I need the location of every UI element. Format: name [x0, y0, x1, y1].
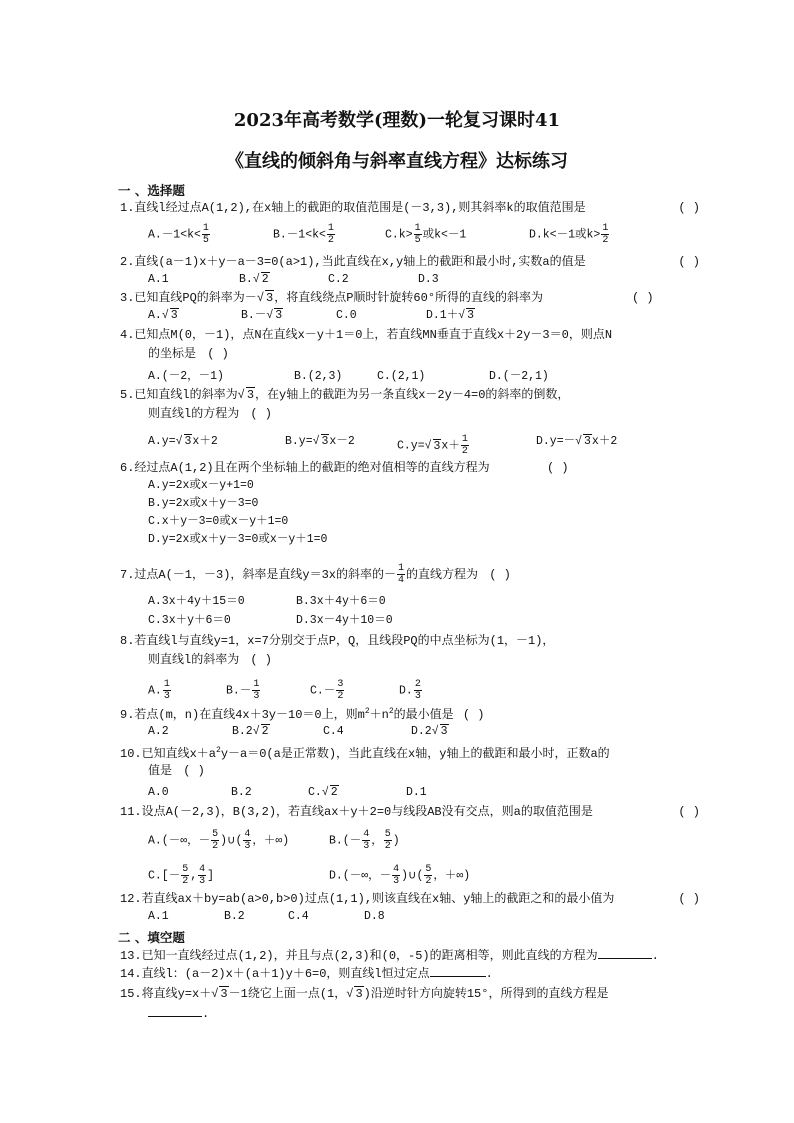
option-a: A.2 — [148, 725, 169, 738]
answer-paren: ( ) — [207, 347, 229, 361]
option-d: D.(－2,1) — [489, 370, 549, 383]
question-9-stem: 9.若点(m，n)在直线4x＋3y－10＝0上，则$m^2+n^2$的最小值是 — [120, 707, 454, 722]
option-d: D.y=－√ 3x＋2 — [536, 435, 618, 448]
question-9 — [120, 704, 700, 723]
option-c: C.4 — [288, 910, 309, 923]
answer-blank[interactable] — [148, 1016, 202, 1017]
option-b: B.y=√ 3x－2 — [285, 435, 355, 448]
option-b: B.(2,3) — [294, 370, 343, 383]
question-12 — [120, 891, 700, 907]
option-b: B.2√ 2 — [232, 725, 269, 738]
answer-paren: ( ) — [250, 653, 273, 667]
question-10 — [120, 743, 700, 762]
period: . — [485, 967, 493, 981]
question-3-stem: 3.已知直线PQ的斜率为－√ 3，将直线绕点P顺时针旋转60°所得的直线的斜率为 — [120, 291, 544, 305]
option-d: D.k<－1或k> $\frac{1}{2}$ — [529, 223, 609, 246]
question-12-stem: 12.若直线ax＋by=ab(a>0,b>0)过点(1,1),则该直线在x轴、y轴上的截距之和的最小值为 — [120, 892, 615, 906]
option-a: A.－1<k< $\frac{1}{5}$ — [148, 223, 209, 246]
option-d: D.y=2x或x＋y－3=0或x－y＋1=0 — [148, 533, 328, 546]
option-b: B.(－ $\frac{4}{3}$ ， $\frac{5}{2}$ ) — [329, 829, 400, 852]
option-d: D. $\frac{2}{3}$ — [399, 679, 421, 702]
question-15 — [120, 986, 700, 1002]
question-4-stem-line2: 的坐标是 — [148, 347, 197, 361]
section-fill-header: 二 、填空题 — [118, 930, 185, 945]
option-d: D.8 — [364, 910, 385, 923]
question-13-stem: 13.已知一直线经过点(1,2)，并且与点(2,3)和(0，-5)的距离相等，则此直线的方程为 — [120, 949, 598, 963]
option-d: D.1 — [406, 786, 427, 799]
option-d: D.(－∞，－ $\frac{4}{3}$ )∪( $\frac{5}{2}$ ，＋∞) — [329, 864, 471, 887]
answer-blank[interactable] — [598, 958, 652, 959]
question-15-line2 — [148, 1006, 209, 1022]
option-c: C.－ $\frac{3}{2}$ — [310, 679, 344, 702]
answer-paren: ( ) — [489, 567, 511, 582]
question-1 — [120, 200, 700, 216]
option-a: A.1 — [148, 910, 169, 923]
option-a: A. $\frac{1}{3}$ — [148, 679, 170, 702]
option-c: C.k> $\frac{1}{5}$ 或k<－1 — [385, 223, 467, 246]
question-11 — [120, 804, 700, 820]
option-c: C.3x＋y＋6＝0 — [148, 614, 231, 627]
answer-paren: ( ) — [462, 708, 485, 722]
question-8-stem-line2: 则直线l的斜率为 — [148, 653, 240, 667]
option-c: C.0 — [336, 309, 357, 322]
question-13 — [120, 948, 700, 964]
option-a: A.y=√ 3x＋2 — [148, 435, 218, 448]
option-a: A.y=2x或x－y+1=0 — [148, 479, 254, 492]
answer-paren: ( ) — [678, 201, 700, 215]
section-choice-header: 一 、选择题 — [118, 183, 185, 198]
question-1-stem: 1.直线l经过点A(1,2),在x轴上的截距的取值范围是(－3,3),则其斜率k的取值范围是 — [120, 201, 586, 215]
question-10-stem-line1: 10.已知直线$x+a^2y-a=0(a$是正常数)，当此直线在x轴，y轴上的截距和最小时，正数a的 — [120, 746, 610, 761]
question-8-stem-line1: 8.若直线l与直线y=1，x=7分别交于点P，Q，且线段PQ的中点坐标为(1，－1)， — [120, 634, 555, 648]
period: . — [651, 949, 659, 963]
question-2-stem: 2.直线(a－1)x＋y－a－3=0(a>1),当此直线在x,y轴上的截距和最小时,实数a的值是 — [120, 255, 586, 269]
option-d: D.1＋√ 3 — [426, 309, 475, 322]
question-4 — [120, 327, 700, 343]
question-8-line2 — [148, 652, 448, 668]
period: . — [202, 1007, 210, 1021]
option-d: D.2√ 3 — [411, 725, 448, 738]
title-line-1: 2023年高考数学(理数)一轮复习课时41 — [233, 110, 561, 131]
question-7 — [120, 563, 700, 586]
option-c: C.x＋y－3=0或x－y＋1=0 — [148, 515, 289, 528]
answer-paren: ( ) — [250, 407, 273, 421]
option-a: A.1 — [148, 273, 169, 286]
question-4-line2 — [148, 346, 448, 362]
question-11-stem: 11.设点A(－2,3)，B(3,2)，若直线ax＋y＋2=0与线段AB没有交点，则a的取值范围是 — [120, 805, 593, 819]
option-b: B.3x＋4y＋6＝0 — [296, 595, 386, 608]
option-b: B.2 — [231, 786, 252, 799]
title-line-2: 《直线的倾斜角与斜率直线方程》达标练习 — [226, 151, 568, 172]
question-6 — [120, 460, 700, 476]
question-7-stem: 7.过点A(－1，－3)，斜率是直线y＝3x的斜率的－ $\frac{1}{4}$ 的直线方程为 — [120, 563, 479, 586]
question-5-stem-line2: 则直线l的方程为 — [148, 407, 240, 421]
question-3 — [120, 290, 700, 306]
question-15-stem: 15.将直线y=x＋√ 3－1绕它上面一点(1，√ 3)沿逆时针方向旋转15°，所得到的直线方程是 — [120, 987, 609, 1001]
answer-paren: ( ) — [547, 461, 569, 475]
question-2 — [120, 254, 700, 270]
question-5-stem-line1: 5.已知直线l的斜率为√ 3，在y轴上的截距为另一条直线x－2y－4=0的斜率的倒数， — [120, 388, 570, 402]
question-10-stem-line2: 值是 — [148, 764, 173, 778]
option-b: B.－√ 3 — [241, 309, 283, 322]
option-b: B.－ $\frac{1}{3}$ — [226, 679, 260, 702]
answer-paren: ( ) — [183, 764, 205, 778]
option-c: C.[－ $\frac{5}{2}$ , $\frac{4}{3}$ ] — [148, 864, 215, 887]
option-a: A.0 — [148, 786, 169, 799]
option-c: C.√ 2 — [308, 786, 338, 799]
option-b: B.－1<k< $\frac{1}{2}$ — [273, 223, 334, 246]
question-14 — [120, 966, 700, 982]
option-d: D.3x－4y＋10＝0 — [296, 614, 393, 627]
question-5-line2 — [148, 406, 448, 422]
answer-paren: ( ) — [632, 291, 654, 305]
answer-paren: ( ) — [678, 255, 700, 269]
option-a: A.(－∞，－ $\frac{5}{2}$ )∪( $\frac{4}{3}$ ，＋∞) — [148, 829, 290, 852]
option-a: A.√ 3 — [148, 309, 178, 322]
question-4-stem-line1: 4.已知点M(0，－1)，点N在直线x－y＋1＝0上，若直线MN垂直于直线x＋2y－3＝0，则点N — [120, 328, 613, 342]
option-c: C.y=√ 3x＋ $\frac{1}{2}$ — [397, 434, 468, 457]
option-c: C.(2,1) — [377, 370, 426, 383]
answer-paren: ( ) — [678, 892, 700, 906]
question-5 — [120, 387, 700, 403]
option-a: A.(－2，－1) — [148, 370, 224, 383]
question-6-stem: 6.经过点A(1,2)且在两个坐标轴上的截距的绝对值相等的直线方程为 — [120, 461, 490, 475]
answer-paren: ( ) — [678, 805, 700, 819]
option-a: A.3x＋4y＋15＝0 — [148, 595, 245, 608]
question-14-stem: 14.直线l：(a－2)x＋(a＋1)y＋6=0，则直线l恒过定点 — [120, 967, 430, 981]
option-c: C.2 — [328, 273, 349, 286]
answer-blank[interactable] — [430, 976, 486, 977]
option-b: B.2 — [224, 910, 245, 923]
question-8 — [120, 633, 700, 649]
option-c: C.4 — [323, 725, 344, 738]
option-b: B.√ 2 — [239, 273, 269, 286]
option-d: D.3 — [418, 273, 439, 286]
question-10-line2 — [148, 763, 448, 779]
option-b: B.y=2x或x＋y－3=0 — [148, 497, 259, 510]
